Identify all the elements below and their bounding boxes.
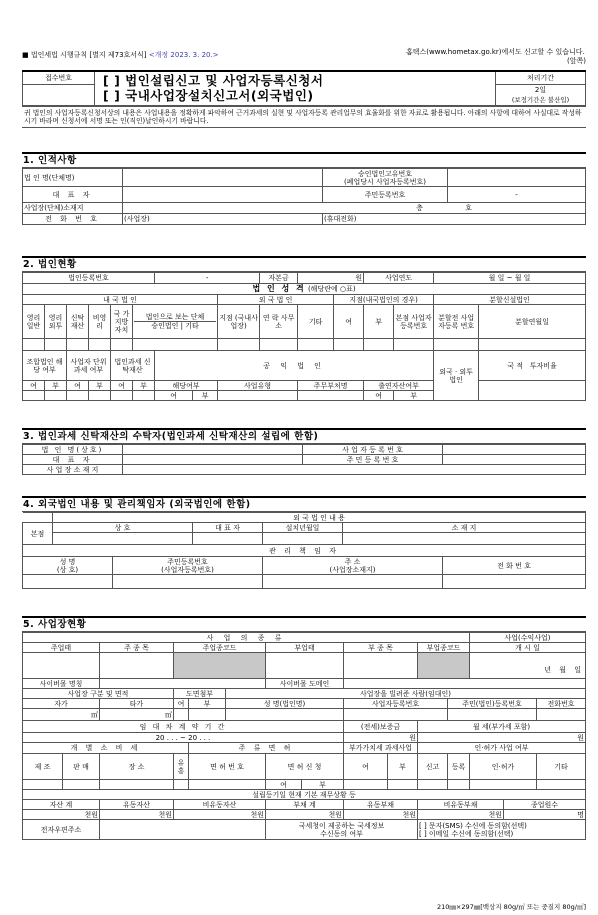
split-corp-label: 분할신설법인 bbox=[434, 295, 586, 305]
cyber-domain-field[interactable] bbox=[344, 679, 586, 689]
section-corp-status bbox=[22, 256, 586, 401]
manager-name-label: 성 명 (상 호) bbox=[23, 557, 113, 575]
trustee-name-field[interactable] bbox=[123, 445, 303, 455]
sub-type-field[interactable] bbox=[266, 653, 344, 679]
trust-option[interactable]: 신탁 재산 bbox=[67, 305, 89, 339]
place-type-label: 사업장 구분 및 면적 bbox=[23, 689, 174, 699]
trustee-addr-field[interactable] bbox=[123, 465, 586, 475]
corp-name-field[interactable] bbox=[123, 169, 323, 187]
drawing-no[interactable]: 부 bbox=[189, 699, 226, 709]
deposit-label: (전세)보증금 bbox=[344, 721, 418, 733]
section-foreign-corp bbox=[22, 496, 586, 589]
manager-phone-label: 전 화 번 호 bbox=[443, 557, 586, 575]
section-1-title: 1. 인적사항 bbox=[22, 152, 586, 168]
employees-field[interactable]: 명 bbox=[504, 810, 586, 820]
permit-label: 인·허가 사업 여부 bbox=[418, 743, 586, 754]
rented-area-field[interactable]: ㎡ bbox=[100, 709, 174, 721]
main-type-field[interactable] bbox=[23, 653, 100, 679]
phone-label: 전 화 번 호 bbox=[23, 214, 123, 225]
foreign-content-label: 외 국 법 인 내 용 bbox=[53, 513, 586, 523]
lessor-rrn-label: 주민(법인)등록번호 bbox=[448, 699, 537, 709]
approval-number-field[interactable] bbox=[448, 169, 586, 187]
trustee-name-label: 법 인 명(상호) bbox=[23, 445, 123, 455]
trust-asset-label: 법인과세 신탁재산 bbox=[111, 351, 155, 381]
email-field[interactable] bbox=[100, 820, 266, 840]
profit-general-option[interactable]: 영리 일반 bbox=[23, 305, 45, 339]
union-corp-label: 조합법인 해당 여부 bbox=[23, 351, 67, 381]
public-agency-label: 주무부처명 bbox=[298, 381, 364, 391]
manager-rrn-label: 주민등록번호 (사업자등록번호) bbox=[113, 557, 263, 575]
sub-item-field[interactable] bbox=[344, 653, 418, 679]
cyber-domain-label: 사이버몰 도메인 bbox=[266, 679, 344, 689]
rep-label: 대 표 자 bbox=[23, 187, 123, 203]
deemed-org-option: 법인으로 보는 단체 승인법인 | 기타 bbox=[133, 305, 218, 339]
phone-mobile-field[interactable]: (휴대전화) bbox=[323, 214, 586, 225]
license-no-label: 면 허 번 호 bbox=[189, 754, 266, 780]
own-label: 자가 bbox=[23, 699, 100, 709]
split-prev-number-label: 분할전 사업자등록 번호 bbox=[434, 305, 479, 339]
trustee-rrn-label: 주 민 등 록 번 호 bbox=[303, 455, 443, 465]
own-area-field[interactable]: ㎡ bbox=[23, 709, 100, 721]
rented-label: 타가 bbox=[100, 699, 174, 709]
manager-phone-field[interactable] bbox=[443, 575, 586, 589]
main-type-label: 주업태 bbox=[23, 643, 100, 653]
cyber-name-label: 사이버몰 명칭 bbox=[23, 679, 100, 689]
split-date-label: 분할연월일 bbox=[479, 305, 586, 339]
paper-spec: 210㎜×297㎜[백상지 80g/㎡ 또는 중질지 80g/㎡] bbox=[436, 903, 586, 911]
lessor-label: 사업장을 빌려준 사람(임대인) bbox=[226, 689, 586, 699]
form-reference: ■ 법인세법 시행규칙 [별지 제73호서식] <개정 2023. 3. 20.> bbox=[22, 51, 219, 59]
rep-field[interactable] bbox=[123, 187, 323, 203]
drawing-label: 도면첨부 bbox=[174, 689, 226, 699]
processing-period-value: 2일 bbox=[496, 84, 586, 96]
manager-addr-label: 주 소 (사업장소재지) bbox=[263, 557, 443, 575]
location-field[interactable] bbox=[343, 533, 586, 545]
foreign-corp-label: 외 국 법 인 bbox=[218, 295, 334, 305]
sub-type-label: 부업태 bbox=[266, 643, 344, 653]
current-liab-field[interactable]: 천원 bbox=[344, 810, 418, 820]
permission-label[interactable]: 인·허가 bbox=[470, 754, 537, 780]
hq-biz-number-label: 본점 사업자 등록번호 bbox=[394, 305, 434, 339]
state-option[interactable]: 국 가 지방자치 bbox=[111, 305, 133, 339]
domestic-corp-label: 내 국 법 인 bbox=[23, 295, 218, 305]
revision-date: <개정 2023. 3. 20.> bbox=[148, 51, 219, 59]
liaison-office-option[interactable]: 연 락 사무소 bbox=[260, 305, 298, 339]
manager-name-field[interactable] bbox=[23, 575, 113, 589]
fiscal-year-field[interactable]: 월 일 ~ 월 일 bbox=[434, 273, 586, 284]
address-label: 사업장(단체)소재지 bbox=[23, 203, 123, 214]
foreign-etc-option[interactable]: 기타 bbox=[298, 305, 334, 339]
rrn-label: 주민등록번호 bbox=[323, 187, 448, 203]
trade-name-field[interactable] bbox=[53, 533, 193, 545]
page-side: (앞쪽) bbox=[567, 57, 586, 65]
trade-name-label: 상 호 bbox=[53, 523, 193, 533]
public-agency-field[interactable] bbox=[298, 391, 364, 401]
sub-code-field[interactable] bbox=[418, 653, 470, 679]
report-label[interactable]: 신고 bbox=[418, 754, 448, 780]
financial-status-label: 설립등기일 현재 기본 재무상황 등 bbox=[23, 790, 586, 800]
trustee-biz-no-field[interactable] bbox=[443, 445, 586, 455]
nationality-field[interactable] bbox=[479, 381, 586, 401]
permit-etc-label[interactable]: 기타 bbox=[537, 754, 586, 780]
form-title: [ ] 법인설립신고 및 사업자등록신청서 [ ] 국내사업장설치신고서(외국법인) bbox=[95, 71, 496, 105]
license-yes[interactable]: 여 bbox=[266, 780, 302, 790]
public-type-field[interactable] bbox=[218, 391, 298, 401]
branch-yes[interactable]: 여 bbox=[334, 305, 364, 339]
consumption-tax-label: 개 별 소 비 세 bbox=[23, 743, 189, 754]
corp-nature-label: 법 인 성 격 (해당란에 ○표) bbox=[23, 284, 586, 295]
lessor-name-label: 성 명(법인명) bbox=[226, 699, 344, 709]
manager-rrn-field[interactable] bbox=[113, 575, 263, 589]
mfg-label: 제 조 bbox=[23, 754, 63, 780]
trust-asset-yes[interactable]: 여 bbox=[111, 381, 133, 391]
fiscal-year-label: 사업연도 bbox=[364, 273, 434, 284]
monthly-rent-field[interactable]: 원 bbox=[418, 733, 586, 743]
biz-types-label: 사 업 의 종 류 bbox=[23, 633, 470, 643]
hq-label: 본점 bbox=[23, 523, 53, 545]
section-workplace bbox=[22, 616, 586, 840]
employees-label: 종업원수 bbox=[504, 800, 586, 810]
manager-addr-field[interactable] bbox=[263, 575, 443, 589]
start-date-label: 사업(수익사업) bbox=[470, 633, 586, 643]
lessor-name-field[interactable] bbox=[226, 709, 344, 721]
trustee-biz-no-label: 사 업 자 등 록 번 호 bbox=[303, 445, 443, 455]
public-no[interactable]: 부 bbox=[193, 391, 218, 401]
lease-period-label: 임 대 차 계 약 기 간 bbox=[23, 721, 344, 733]
sms-consent-checkbox[interactable]: [ ] 문자(SMS) 수신에 동의함(선택) bbox=[419, 821, 527, 830]
start-date-label-2: 개 시 일 bbox=[470, 643, 586, 653]
lessor-phone-field[interactable] bbox=[537, 709, 586, 721]
license-apply-label: 면 허 신 청 bbox=[266, 754, 344, 780]
section-3-title: 3. 법인과세 신탁재산의 수탁자(법인과세 신탁재산의 설립에 한함) bbox=[22, 428, 586, 444]
location-label: 소 재 지 bbox=[343, 523, 586, 533]
trustee-rep-field[interactable] bbox=[123, 455, 303, 465]
vat-type-label: 부가가치세 과세사업 bbox=[344, 743, 418, 754]
branch-no[interactable]: 부 bbox=[364, 305, 394, 339]
manager-label: 관 리 책 임 자 bbox=[23, 545, 586, 557]
processing-period-label: 처리기간 bbox=[496, 71, 586, 84]
public-type-label: 사업유형 bbox=[218, 381, 298, 391]
public-yes[interactable]: 여 bbox=[155, 391, 193, 401]
section-trustee bbox=[22, 428, 586, 475]
entertainment-label: 유 흥 bbox=[174, 754, 189, 780]
current-assets-field[interactable]: 천원 bbox=[100, 810, 174, 820]
contrib-no[interactable]: 부 bbox=[394, 391, 434, 401]
rrn-field[interactable]: - bbox=[448, 187, 586, 203]
foreign-invest-corp-label: 외국 · 외투 법인 bbox=[434, 351, 479, 401]
foreign-branch-option[interactable]: 지점 (국내사업장) bbox=[218, 305, 260, 339]
monthly-rent-label: 월 세(부가세 포함) bbox=[418, 721, 586, 733]
trustee-addr-label: 사 업 장 소 재 지 bbox=[23, 465, 123, 475]
trustee-rep-label: 대 표 자 bbox=[23, 455, 123, 465]
hometax-note: 홈택스(www.hometax.go.kr)에서도 신고할 수 있습니다. (앞쪽) bbox=[406, 48, 586, 65]
trustee-rrn-field[interactable] bbox=[443, 455, 586, 465]
approval-number-label: 승인법인고유번호 (폐업당시 사업자등록번호) bbox=[323, 169, 448, 187]
assets-field[interactable]: 천원 bbox=[23, 810, 100, 820]
liabilities-label: 부채 계 bbox=[266, 800, 344, 810]
nts-consent-options bbox=[418, 820, 586, 840]
public-yn-label: 해당여부 bbox=[155, 381, 218, 391]
section-5-title: 5. 사업장현황 bbox=[22, 616, 586, 632]
noncurrent-assets-label: 비유동자산 bbox=[174, 800, 266, 810]
sale-label: 판 매 bbox=[63, 754, 100, 780]
liabilities-field[interactable]: 천원 bbox=[266, 810, 344, 820]
address-field[interactable]: 층 호 bbox=[123, 203, 586, 214]
notice-text: 귀 법인의 사업자등록신청서상의 내용은 사업내용을 정확하게 파악하여 근거과세의 실현 및 사업자등록 관리업무의 효율화를 위한 자료로 활용됩니다. 아래의 사항에 대하여 사실대로 작성하시기 바라며 신청서에 서명 또는 인(직인)날인하시기 바랍니다. bbox=[22, 106, 586, 128]
lessor-biz-field[interactable] bbox=[344, 709, 448, 721]
unit-tax-no[interactable]: 부 bbox=[89, 381, 111, 391]
form-header bbox=[22, 48, 586, 70]
drawing-yes[interactable]: 여 bbox=[174, 699, 189, 709]
corp-name-label: 법 인 명(단체명) bbox=[23, 169, 123, 187]
lessor-rrn-field[interactable] bbox=[448, 709, 537, 721]
assets-label: 자산 계 bbox=[23, 800, 100, 810]
main-item-label: 주 종 목 bbox=[100, 643, 174, 653]
nts-consent-label: 국세청이 제공하는 국세정보 수신동의 여부 bbox=[266, 820, 418, 840]
nationality-label: 국 적 투자비율 bbox=[479, 351, 586, 381]
unit-tax-yes[interactable]: 여 bbox=[67, 381, 89, 391]
noncurrent-liab-label: 비유동부채 bbox=[418, 800, 504, 810]
noncurrent-liab-field[interactable]: 천원 bbox=[418, 810, 504, 820]
est-date-label: 설치년월일 bbox=[263, 523, 343, 533]
branch-label: 지점(내국법인의 경우) bbox=[334, 295, 434, 305]
capital-field[interactable]: 원 bbox=[298, 273, 364, 284]
mail-consent-checkbox[interactable]: [ ] 이메일 수신에 동의함(선택) bbox=[419, 829, 514, 838]
noncurrent-assets-field[interactable]: 천원 bbox=[174, 810, 266, 820]
phone-biz-field[interactable]: (사업장) bbox=[123, 214, 323, 225]
lessor-biz-label: 사업자등록번호 bbox=[344, 699, 448, 709]
liquor-license-label: 주 류 면 허 bbox=[189, 743, 344, 754]
place-label: 장 소 bbox=[100, 754, 174, 780]
sub-code-label: 부업종코드 bbox=[418, 643, 470, 653]
processing-period-note: (보정기간은 불산입) bbox=[496, 96, 586, 105]
main-code-field[interactable] bbox=[174, 653, 266, 679]
nonprofit-option[interactable]: 비영리 bbox=[89, 305, 111, 339]
current-assets-label: 유동자산 bbox=[100, 800, 174, 810]
foreign-rep-field[interactable] bbox=[193, 533, 263, 545]
reg-number-field[interactable]: - bbox=[155, 273, 260, 284]
email-label: 전자우편주소 bbox=[23, 820, 100, 840]
receipt-number-field[interactable] bbox=[23, 84, 95, 105]
public-corp-label: 공 익 법 인 bbox=[155, 351, 434, 381]
start-date-field[interactable]: 년 월 일 bbox=[470, 663, 586, 679]
est-date-field[interactable] bbox=[263, 533, 343, 545]
vat-yes[interactable]: 여 bbox=[344, 754, 388, 780]
profit-foreign-option[interactable]: 영리 외투 bbox=[45, 305, 67, 339]
deposit-field[interactable]: 원 bbox=[344, 733, 418, 743]
license-no[interactable]: 부 bbox=[302, 780, 344, 790]
vat-no[interactable]: 부 bbox=[388, 754, 418, 780]
foreign-rep-label: 대 표 자 bbox=[193, 523, 263, 533]
cyber-name-field[interactable] bbox=[100, 679, 266, 689]
reg-number-label: 법인등록번호 bbox=[23, 273, 155, 284]
register-label[interactable]: 등록 bbox=[448, 754, 470, 780]
receipt-number-label: 접수번호 bbox=[23, 71, 95, 84]
union-yes[interactable]: 여 bbox=[23, 381, 45, 391]
trust-asset-no[interactable]: 부 bbox=[133, 381, 155, 391]
contrib-yes[interactable]: 여 bbox=[364, 391, 394, 401]
current-liab-label: 유동부채 bbox=[344, 800, 418, 810]
section-2-title: 2. 법인현황 bbox=[22, 256, 586, 272]
section-personal-info bbox=[22, 152, 586, 225]
lease-period-field[interactable]: 20 . . . ~ 20 . . . bbox=[23, 733, 344, 743]
public-contrib-label: 출연자산여부 bbox=[364, 381, 434, 391]
main-code-label: 주업종코드 bbox=[174, 643, 266, 653]
sub-item-label: 부 종 목 bbox=[344, 643, 418, 653]
title-block bbox=[22, 70, 586, 128]
capital-label: 자본금 bbox=[260, 273, 298, 284]
main-item-field[interactable] bbox=[100, 653, 174, 679]
unit-tax-label: 사업자 단위 과세 여부 bbox=[67, 351, 111, 381]
section-4-title: 4. 외국법인 내용 및 관리책임자 (외국법인에 한함) bbox=[22, 496, 586, 512]
union-no[interactable]: 부 bbox=[45, 381, 67, 391]
lessor-phone-label: 전화번호 bbox=[537, 699, 586, 709]
